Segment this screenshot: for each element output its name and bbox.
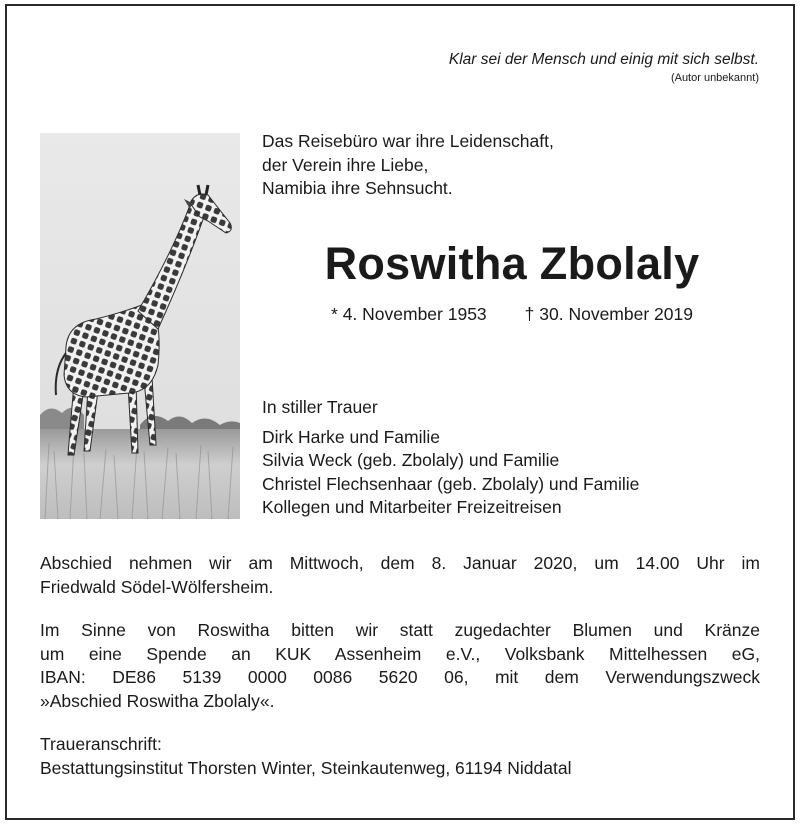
life-dates	[262, 302, 762, 326]
farewell-line: Friedwald Södel-Wölfersheim.	[40, 576, 274, 597]
address-text: Bestattungsinstitut Thorsten Winter, Steinkautenweg, 61194 Niddatal	[40, 757, 572, 778]
death-date: † 30. November 2019	[524, 304, 693, 324]
mourner-entry: Christel Flechsenhaar (geb. Zbolaly) und Familie	[262, 473, 640, 494]
donation-paragraph	[40, 619, 760, 713]
mourning-intro: In stiller Trauer	[262, 397, 378, 417]
motto	[262, 130, 554, 201]
mourners-block	[262, 396, 639, 520]
donation-line: um eine Spende an KUK Assenheim e.V., Volksbank Mittelhessen eG,	[40, 643, 760, 664]
giraffe-photo	[40, 133, 240, 519]
mourner-entry: Dirk Harke und Familie	[262, 426, 440, 447]
address-label: Traueranschrift:	[40, 734, 162, 754]
quote-text: Klar sei der Mensch und einig mit sich selbst.	[448, 51, 759, 68]
birth-date: * 4. November 1953	[331, 304, 487, 324]
motto-line: der Verein ihre Liebe,	[262, 154, 429, 175]
motto-line: Das Reisebüro war ihre Leidenschaft,	[262, 131, 554, 151]
donation-line: IBAN: DE86 5139 0000 0086 5620 06, mit dem Verwendungszweck	[40, 667, 760, 687]
farewell-paragraph	[40, 552, 760, 599]
mourner-entry: Kollegen und Mitarbeiter Freizeitreisen	[262, 497, 562, 517]
motto-line: Namibia ihre Sehnsucht.	[262, 178, 453, 198]
mourner-entry: Silvia Weck (geb. Zbolaly) und Familie	[262, 450, 560, 470]
quote-block	[449, 50, 759, 85]
quote-author: (Autor unbekannt)	[670, 72, 759, 84]
farewell-line: Abschied nehmen wir am Mittwoch, dem 8. Januar 2020, um 14.00 Uhr im	[40, 553, 760, 573]
address-block	[40, 733, 760, 780]
donation-line: Im Sinne von Roswitha bitten wir statt zugedachter Blumen und Kränze	[40, 620, 760, 640]
deceased-name: Roswitha Zbolaly	[324, 238, 700, 289]
donation-line: »Abschied Roswitha Zbolaly«.	[40, 690, 275, 711]
